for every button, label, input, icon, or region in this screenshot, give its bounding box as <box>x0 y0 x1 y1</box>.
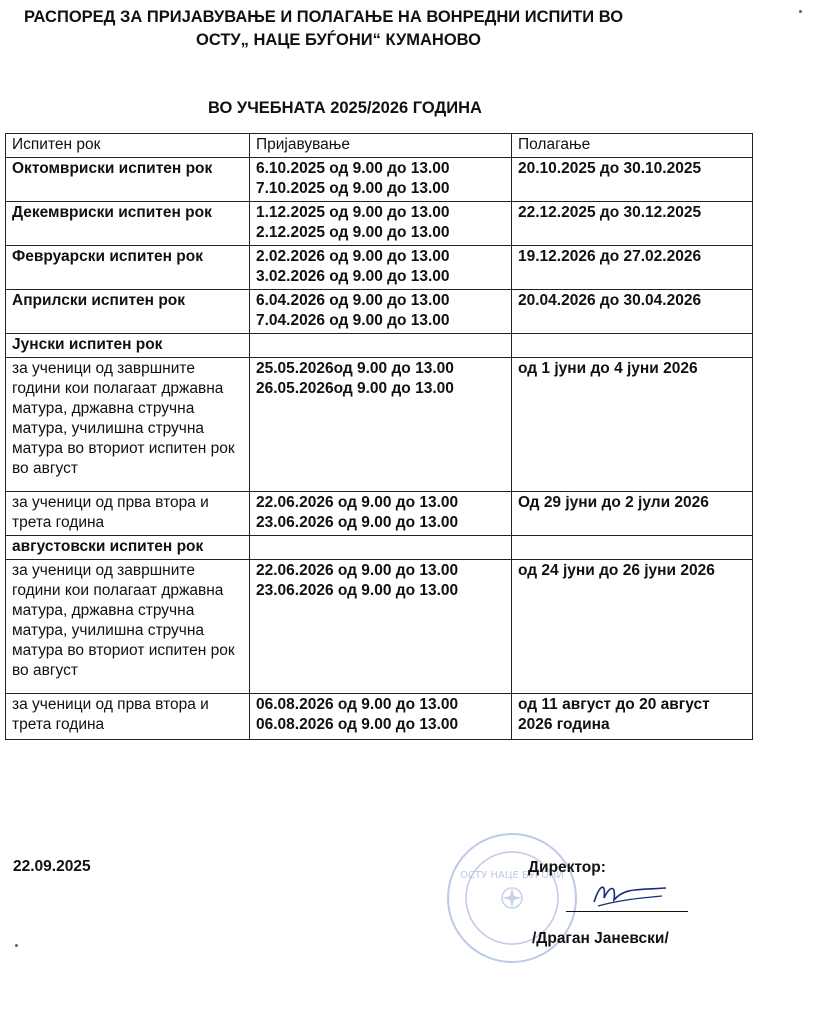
scan-speck <box>799 10 802 13</box>
registration-date: 22.06.2026 од 9.00 до 13.00 <box>256 562 459 579</box>
table-row <box>6 202 753 246</box>
student-group: за ученици од прва втора и трета година <box>6 492 250 536</box>
registration-date: 06.08.2026 од 9.00 до 13.00 <box>256 696 459 713</box>
exam-dates: 20.10.2025 до 30.10.2025 <box>512 158 753 202</box>
student-group: за ученици од завршните години кои полагаат државна матура, државна стручна матура, училишна стручна матура во вториот испитен рок во август <box>6 560 250 694</box>
period-cell: Декемвриски испитен рок <box>6 202 250 246</box>
registration-date: 3.02.2026 од 9.00 до 13.00 <box>256 268 450 285</box>
header-registration: Пријавување <box>250 134 512 158</box>
director-signature <box>590 876 670 910</box>
registration-date: 1.12.2025 од 9.00 до 13.00 <box>256 204 450 221</box>
registration-date: 22.06.2026 од 9.00 до 13.00 <box>256 494 459 511</box>
registration-date: 25.05.2026од 9.00 до 13.00 <box>256 360 454 377</box>
exam-dates: 20.04.2026 до 30.04.2026 <box>512 290 753 334</box>
period-cell: Октомвриски испитен рок <box>6 158 250 202</box>
header-examination: Полагање <box>512 134 753 158</box>
table-row <box>6 290 753 334</box>
exam-schedule-table <box>5 133 753 740</box>
august-section-row <box>6 536 753 560</box>
registration-date: 06.08.2026 од 9.00 до 13.00 <box>256 716 459 733</box>
exam-dates: од 24 јуни до 26 јуни 2026 <box>512 560 753 694</box>
registration-date: 23.06.2026 од 9.00 до 13.00 <box>256 514 459 531</box>
period-cell: Февруарски испитен рок <box>6 246 250 290</box>
registration-date: 6.10.2025 од 9.00 до 13.00 <box>256 160 450 177</box>
registration-date: 7.10.2025 од 9.00 до 13.00 <box>256 180 450 197</box>
table-row <box>6 560 753 694</box>
exam-dates: 19.12.2026 до 27.02.2026 <box>512 246 753 290</box>
document-date: 22.09.2025 <box>13 858 91 875</box>
registration-date: 2.02.2026 од 9.00 до 13.00 <box>256 248 450 265</box>
registration-date: 7.04.2026 од 9.00 до 13.00 <box>256 312 450 329</box>
signature-line <box>566 911 688 912</box>
june-section-row <box>6 334 753 358</box>
document-title-line2: ОСТУ„ НАЦЕ БУЃОНИ“ КУМАНОВО <box>196 31 481 49</box>
exam-dates: 22.12.2025 до 30.12.2025 <box>512 202 753 246</box>
table-row <box>6 358 753 492</box>
student-group: за ученици од завршните години кои полагаат државна матура, државна стручна матура, училишна стручна матура во вториот испитен рок во август <box>6 358 250 492</box>
exam-dates: Од 29 јуни до 2 јули 2026 <box>512 492 753 536</box>
seal-text: ОСТУ НАЦЕ БУЃОНИ <box>460 870 564 881</box>
august-period-heading: августовски испитен рок <box>6 536 250 560</box>
director-label: Директор: <box>528 859 606 876</box>
director-name: /Драган Јаневски/ <box>532 930 669 947</box>
registration-date: 2.12.2025 од 9.00 до 13.00 <box>256 224 450 241</box>
period-cell: Априлски испитен рок <box>6 290 250 334</box>
table-row <box>6 492 753 536</box>
table-row <box>6 158 753 202</box>
school-year-heading: ВО УЧЕБНАТА 2025/2026 ГОДИНА <box>208 99 482 117</box>
exam-dates: од 11 август до 20 август 2026 година <box>512 694 753 740</box>
exam-dates: од 1 јуни до 4 јуни 2026 <box>512 358 753 492</box>
registration-date: 6.04.2026 од 9.00 до 13.00 <box>256 292 450 309</box>
header-exam-period: Испитен рок <box>6 134 250 158</box>
registration-date: 26.05.2026од 9.00 до 13.00 <box>256 380 454 397</box>
registration-date: 23.06.2026 од 9.00 до 13.00 <box>256 582 459 599</box>
june-period-heading: Јунски испитен рок <box>6 334 250 358</box>
table-header-row <box>6 134 753 158</box>
student-group: за ученици од прва втора и трета година <box>6 694 250 740</box>
table-row <box>6 694 753 740</box>
table-row <box>6 246 753 290</box>
document-title-line1: РАСПОРЕД ЗА ПРИЈАВУВАЊЕ И ПОЛАГАЊЕ НА ВОНРЕДНИ ИСПИТИ ВО <box>24 8 624 26</box>
scan-speck <box>15 944 18 947</box>
